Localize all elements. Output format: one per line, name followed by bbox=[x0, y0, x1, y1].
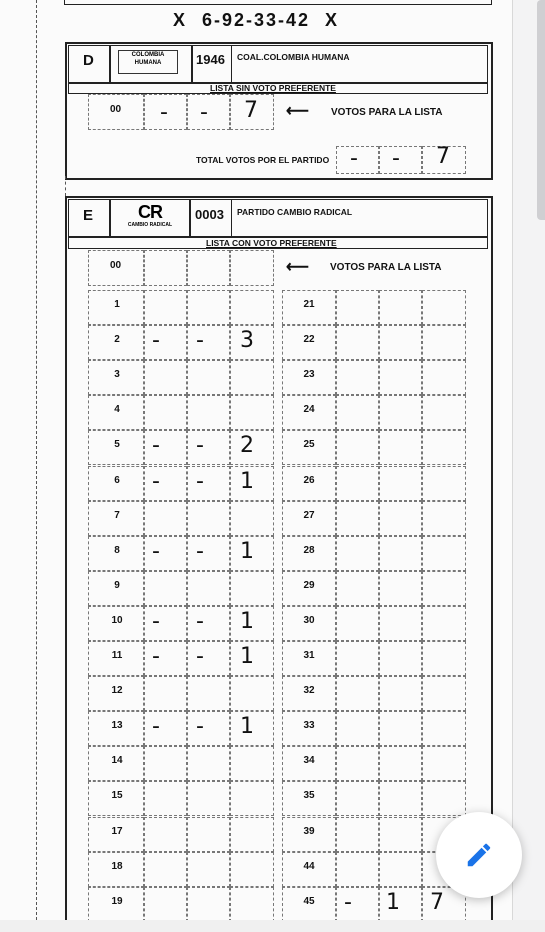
left-vote-cell bbox=[230, 395, 274, 430]
right-vote-cell bbox=[336, 641, 379, 676]
left-vote-cell bbox=[187, 466, 230, 501]
left-vote-cell bbox=[144, 571, 187, 606]
left-vote-cell bbox=[187, 887, 230, 920]
left-vote-digit: - bbox=[196, 433, 204, 459]
left-vote-cell bbox=[144, 887, 187, 920]
left-vote-digit: 3 bbox=[240, 328, 254, 354]
d-votes-label: VOTOS PARA LA LISTA bbox=[331, 107, 443, 118]
left-vote-cell bbox=[187, 606, 230, 641]
right-row-number: 21 bbox=[303, 299, 315, 310]
right-vote-cell bbox=[422, 290, 466, 325]
d-row-code: 00 bbox=[110, 104, 122, 115]
right-vote-cell bbox=[422, 325, 466, 360]
left-vote-cell bbox=[230, 571, 274, 606]
left-vote-cell bbox=[187, 852, 230, 887]
left-vote-cell bbox=[187, 746, 230, 781]
d-vote-digit-1: - bbox=[160, 100, 168, 125]
left-row-number: 9 bbox=[114, 579, 120, 591]
left-row-number: 5 bbox=[114, 439, 120, 451]
d-total-digit-2: - bbox=[392, 146, 400, 171]
section-gap bbox=[65, 176, 66, 196]
left-vote-digit: 1 bbox=[240, 644, 254, 669]
section-e-code: 0003 bbox=[195, 207, 224, 222]
right-vote-cell bbox=[379, 430, 422, 465]
e-votes-label: VOTOS PARA LA LISTA bbox=[330, 262, 442, 273]
left-vote-cell bbox=[230, 501, 274, 536]
right-vote-cell bbox=[422, 466, 466, 501]
right-vote-cell bbox=[336, 395, 379, 430]
logo-text: COLOMBIA HUMANA bbox=[131, 52, 165, 66]
d-total-cell-2 bbox=[379, 146, 422, 174]
left-vote-cell bbox=[187, 641, 230, 676]
right-vote-cell bbox=[379, 817, 422, 852]
left-vote-cell bbox=[187, 817, 230, 852]
cambio-radical-logo bbox=[118, 202, 182, 232]
right-vote-cell bbox=[336, 290, 379, 325]
left-row-number: 6 bbox=[114, 474, 120, 486]
right-vote-cell bbox=[336, 852, 379, 887]
pencil-icon bbox=[464, 840, 494, 870]
right-vote-cell bbox=[336, 501, 379, 536]
right-vote-cell bbox=[379, 676, 422, 711]
d-vote-cell-2 bbox=[187, 94, 230, 130]
left-vote-digit: - bbox=[196, 328, 204, 354]
right-row-number: 25 bbox=[303, 439, 315, 451]
e-list-vote-cell-2 bbox=[187, 250, 230, 286]
right-vote-cell bbox=[379, 746, 422, 781]
right-vote-cell bbox=[422, 676, 466, 711]
right-vote-cell bbox=[379, 501, 422, 536]
left-row-number: 18 bbox=[111, 860, 123, 872]
right-vote-cell bbox=[379, 466, 422, 501]
left-vote-cell bbox=[144, 852, 187, 887]
left-vote-digit: 2 bbox=[240, 433, 254, 459]
right-vote-cell bbox=[336, 781, 379, 816]
left-vote-cell bbox=[144, 676, 187, 711]
left-vote-cell bbox=[144, 290, 187, 325]
arrow-left-icon: ⟵ bbox=[286, 103, 309, 120]
left-vote-digit: - bbox=[152, 644, 160, 669]
right-row-number: 44 bbox=[303, 860, 315, 872]
left-vote-digit: - bbox=[196, 468, 204, 494]
right-vote-cell bbox=[422, 746, 466, 781]
right-vote-cell bbox=[336, 325, 379, 360]
section-d-list-type: LISTA SIN VOTO PREFERENTE bbox=[210, 83, 336, 93]
left-vote-cell bbox=[144, 501, 187, 536]
left-row-number: 15 bbox=[111, 790, 123, 802]
right-vote-digit: - bbox=[344, 889, 352, 915]
left-row-number: 1 bbox=[114, 299, 120, 310]
left-vote-digit: 1 bbox=[240, 468, 254, 494]
left-vote-cell bbox=[144, 360, 187, 395]
right-vote-cell bbox=[379, 852, 422, 887]
right-vote-cell bbox=[422, 606, 466, 641]
left-row-number: 19 bbox=[111, 895, 123, 907]
right-row-number: 32 bbox=[303, 685, 315, 697]
right-row-number: 45 bbox=[303, 895, 315, 907]
left-vote-digit: - bbox=[152, 538, 160, 564]
left-vote-cell bbox=[187, 711, 230, 746]
section-e-party-name: PARTIDO CAMBIO RADICAL bbox=[237, 207, 353, 217]
right-vote-cell bbox=[336, 430, 379, 465]
right-row-number: 24 bbox=[303, 404, 315, 416]
right-vote-cell bbox=[336, 536, 379, 571]
right-vote-cell bbox=[379, 290, 422, 325]
right-vote-cell bbox=[422, 536, 466, 571]
left-row-number: 11 bbox=[111, 650, 123, 661]
right-row-number: 33 bbox=[303, 720, 315, 732]
left-vote-cell bbox=[230, 852, 274, 887]
left-vote-digit: - bbox=[152, 608, 160, 634]
right-vote-cell bbox=[336, 606, 379, 641]
left-vote-cell bbox=[144, 395, 187, 430]
left-vote-digit: - bbox=[152, 714, 160, 740]
right-vote-cell bbox=[422, 711, 466, 746]
left-vote-digit: - bbox=[196, 714, 204, 740]
left-vote-cell bbox=[230, 746, 274, 781]
right-vote-cell bbox=[422, 360, 466, 395]
left-vote-digit: - bbox=[152, 433, 160, 459]
left-vote-cell bbox=[230, 676, 274, 711]
right-row-number: 23 bbox=[303, 369, 315, 381]
left-vote-cell bbox=[144, 746, 187, 781]
right-vote-cell bbox=[379, 395, 422, 430]
right-vote-cell bbox=[422, 571, 466, 606]
right-vote-digit: 1 bbox=[386, 889, 400, 915]
left-vote-digit: - bbox=[196, 538, 204, 564]
left-vote-cell bbox=[144, 817, 187, 852]
left-vote-cell bbox=[144, 430, 187, 465]
section-e-letter: E bbox=[83, 207, 94, 224]
right-vote-cell bbox=[422, 641, 466, 676]
left-row-number: 8 bbox=[114, 544, 120, 556]
left-vote-cell bbox=[144, 781, 187, 816]
right-vote-cell bbox=[336, 746, 379, 781]
arrow-left-icon: ⟵ bbox=[286, 259, 309, 276]
right-vote-cell bbox=[336, 711, 379, 746]
left-vote-cell bbox=[230, 290, 274, 325]
left-row-number: 7 bbox=[114, 509, 120, 521]
serial-number: X 6-92-33-42 X bbox=[172, 10, 340, 30]
d-total-digit-3: 7 bbox=[436, 144, 450, 169]
d-total-digit-1: - bbox=[350, 146, 358, 171]
left-row-number: 10 bbox=[111, 614, 123, 626]
right-vote-cell bbox=[379, 571, 422, 606]
right-vote-cell bbox=[422, 501, 466, 536]
right-row-number: 39 bbox=[303, 825, 315, 837]
left-vote-cell bbox=[187, 781, 230, 816]
d-vote-digit-2: - bbox=[200, 100, 208, 125]
left-vote-cell bbox=[187, 360, 230, 395]
right-row-number: 22 bbox=[303, 334, 315, 346]
left-vote-cell bbox=[144, 466, 187, 501]
left-vote-cell bbox=[230, 781, 274, 816]
left-vote-cell bbox=[187, 536, 230, 571]
d-total-label: TOTAL VOTOS POR EL PARTIDO bbox=[196, 155, 330, 165]
right-vote-cell bbox=[336, 676, 379, 711]
edit-button[interactable] bbox=[436, 812, 522, 898]
e-row-code: 00 bbox=[110, 260, 122, 271]
right-vote-cell bbox=[379, 536, 422, 571]
right-vote-cell bbox=[336, 466, 379, 501]
left-vote-digit: - bbox=[152, 328, 160, 354]
left-vote-cell bbox=[187, 430, 230, 465]
section-d-party-name: COAL.COLOMBIA HUMANA bbox=[237, 52, 350, 62]
bottom-bar bbox=[0, 920, 545, 932]
right-row-number: 29 bbox=[303, 579, 315, 591]
left-vote-cell bbox=[187, 676, 230, 711]
right-vote-cell bbox=[379, 711, 422, 746]
right-vote-cell bbox=[336, 887, 379, 920]
right-row-number: 28 bbox=[303, 544, 315, 556]
left-vote-digit: 1 bbox=[240, 538, 254, 564]
right-vote-cell bbox=[379, 606, 422, 641]
left-row-number: 3 bbox=[114, 369, 120, 381]
right-vote-cell bbox=[422, 395, 466, 430]
colombia-humana-logo bbox=[118, 50, 178, 74]
left-row-number: 14 bbox=[111, 755, 123, 767]
left-vote-cell bbox=[144, 536, 187, 571]
right-vote-cell bbox=[379, 641, 422, 676]
right-row-number: 35 bbox=[303, 790, 315, 802]
logo-subtext: CAMBIO RADICAL bbox=[127, 222, 173, 228]
right-vote-digit: 7 bbox=[430, 889, 444, 915]
e-list-vote-cell-3 bbox=[230, 250, 274, 286]
right-vote-cell bbox=[336, 817, 379, 852]
right-row-number: 34 bbox=[303, 755, 315, 767]
d-vote-digit-3: 7 bbox=[244, 98, 258, 123]
left-vote-cell bbox=[144, 606, 187, 641]
left-vote-cell bbox=[187, 325, 230, 360]
scrollbar-thumb[interactable] bbox=[537, 0, 545, 220]
left-vote-cell bbox=[187, 395, 230, 430]
left-vote-cell bbox=[230, 360, 274, 395]
left-vote-cell bbox=[144, 641, 187, 676]
right-row-number: 30 bbox=[303, 614, 315, 626]
previous-section-border bbox=[64, 0, 492, 5]
right-row-number: 31 bbox=[303, 650, 315, 661]
right-vote-cell bbox=[379, 325, 422, 360]
right-vote-cell bbox=[336, 571, 379, 606]
left-vote-cell bbox=[230, 817, 274, 852]
right-vote-cell bbox=[379, 781, 422, 816]
left-vote-digit: 1 bbox=[240, 714, 254, 740]
right-vote-cell bbox=[379, 360, 422, 395]
section-d-letter: D bbox=[83, 52, 94, 69]
left-vote-cell bbox=[187, 571, 230, 606]
logo-monogram: CR bbox=[138, 202, 162, 222]
right-row-number: 27 bbox=[303, 509, 315, 521]
right-vote-cell bbox=[336, 360, 379, 395]
left-row-number: 12 bbox=[111, 685, 123, 697]
section-e-list-type: LISTA CON VOTO PREFERENTE bbox=[206, 238, 337, 248]
left-vote-digit: - bbox=[152, 468, 160, 494]
left-vote-cell bbox=[187, 290, 230, 325]
left-row-number: 2 bbox=[114, 334, 120, 346]
left-dashed-margin bbox=[36, 0, 37, 920]
right-vote-cell bbox=[422, 781, 466, 816]
left-vote-cell bbox=[187, 501, 230, 536]
section-d-code: 1946 bbox=[196, 52, 225, 67]
left-vote-digit: - bbox=[196, 644, 204, 669]
left-row-number: 13 bbox=[111, 720, 123, 732]
left-vote-cell bbox=[144, 325, 187, 360]
left-vote-digit: - bbox=[196, 608, 204, 634]
right-vote-cell bbox=[422, 430, 466, 465]
left-vote-cell bbox=[230, 887, 274, 920]
left-vote-digit: 1 bbox=[240, 608, 254, 634]
left-vote-cell bbox=[144, 711, 187, 746]
right-row-number: 26 bbox=[303, 474, 315, 486]
left-row-number: 17 bbox=[111, 825, 123, 837]
e-list-vote-cell-1 bbox=[144, 250, 187, 286]
left-row-number: 4 bbox=[114, 404, 120, 416]
